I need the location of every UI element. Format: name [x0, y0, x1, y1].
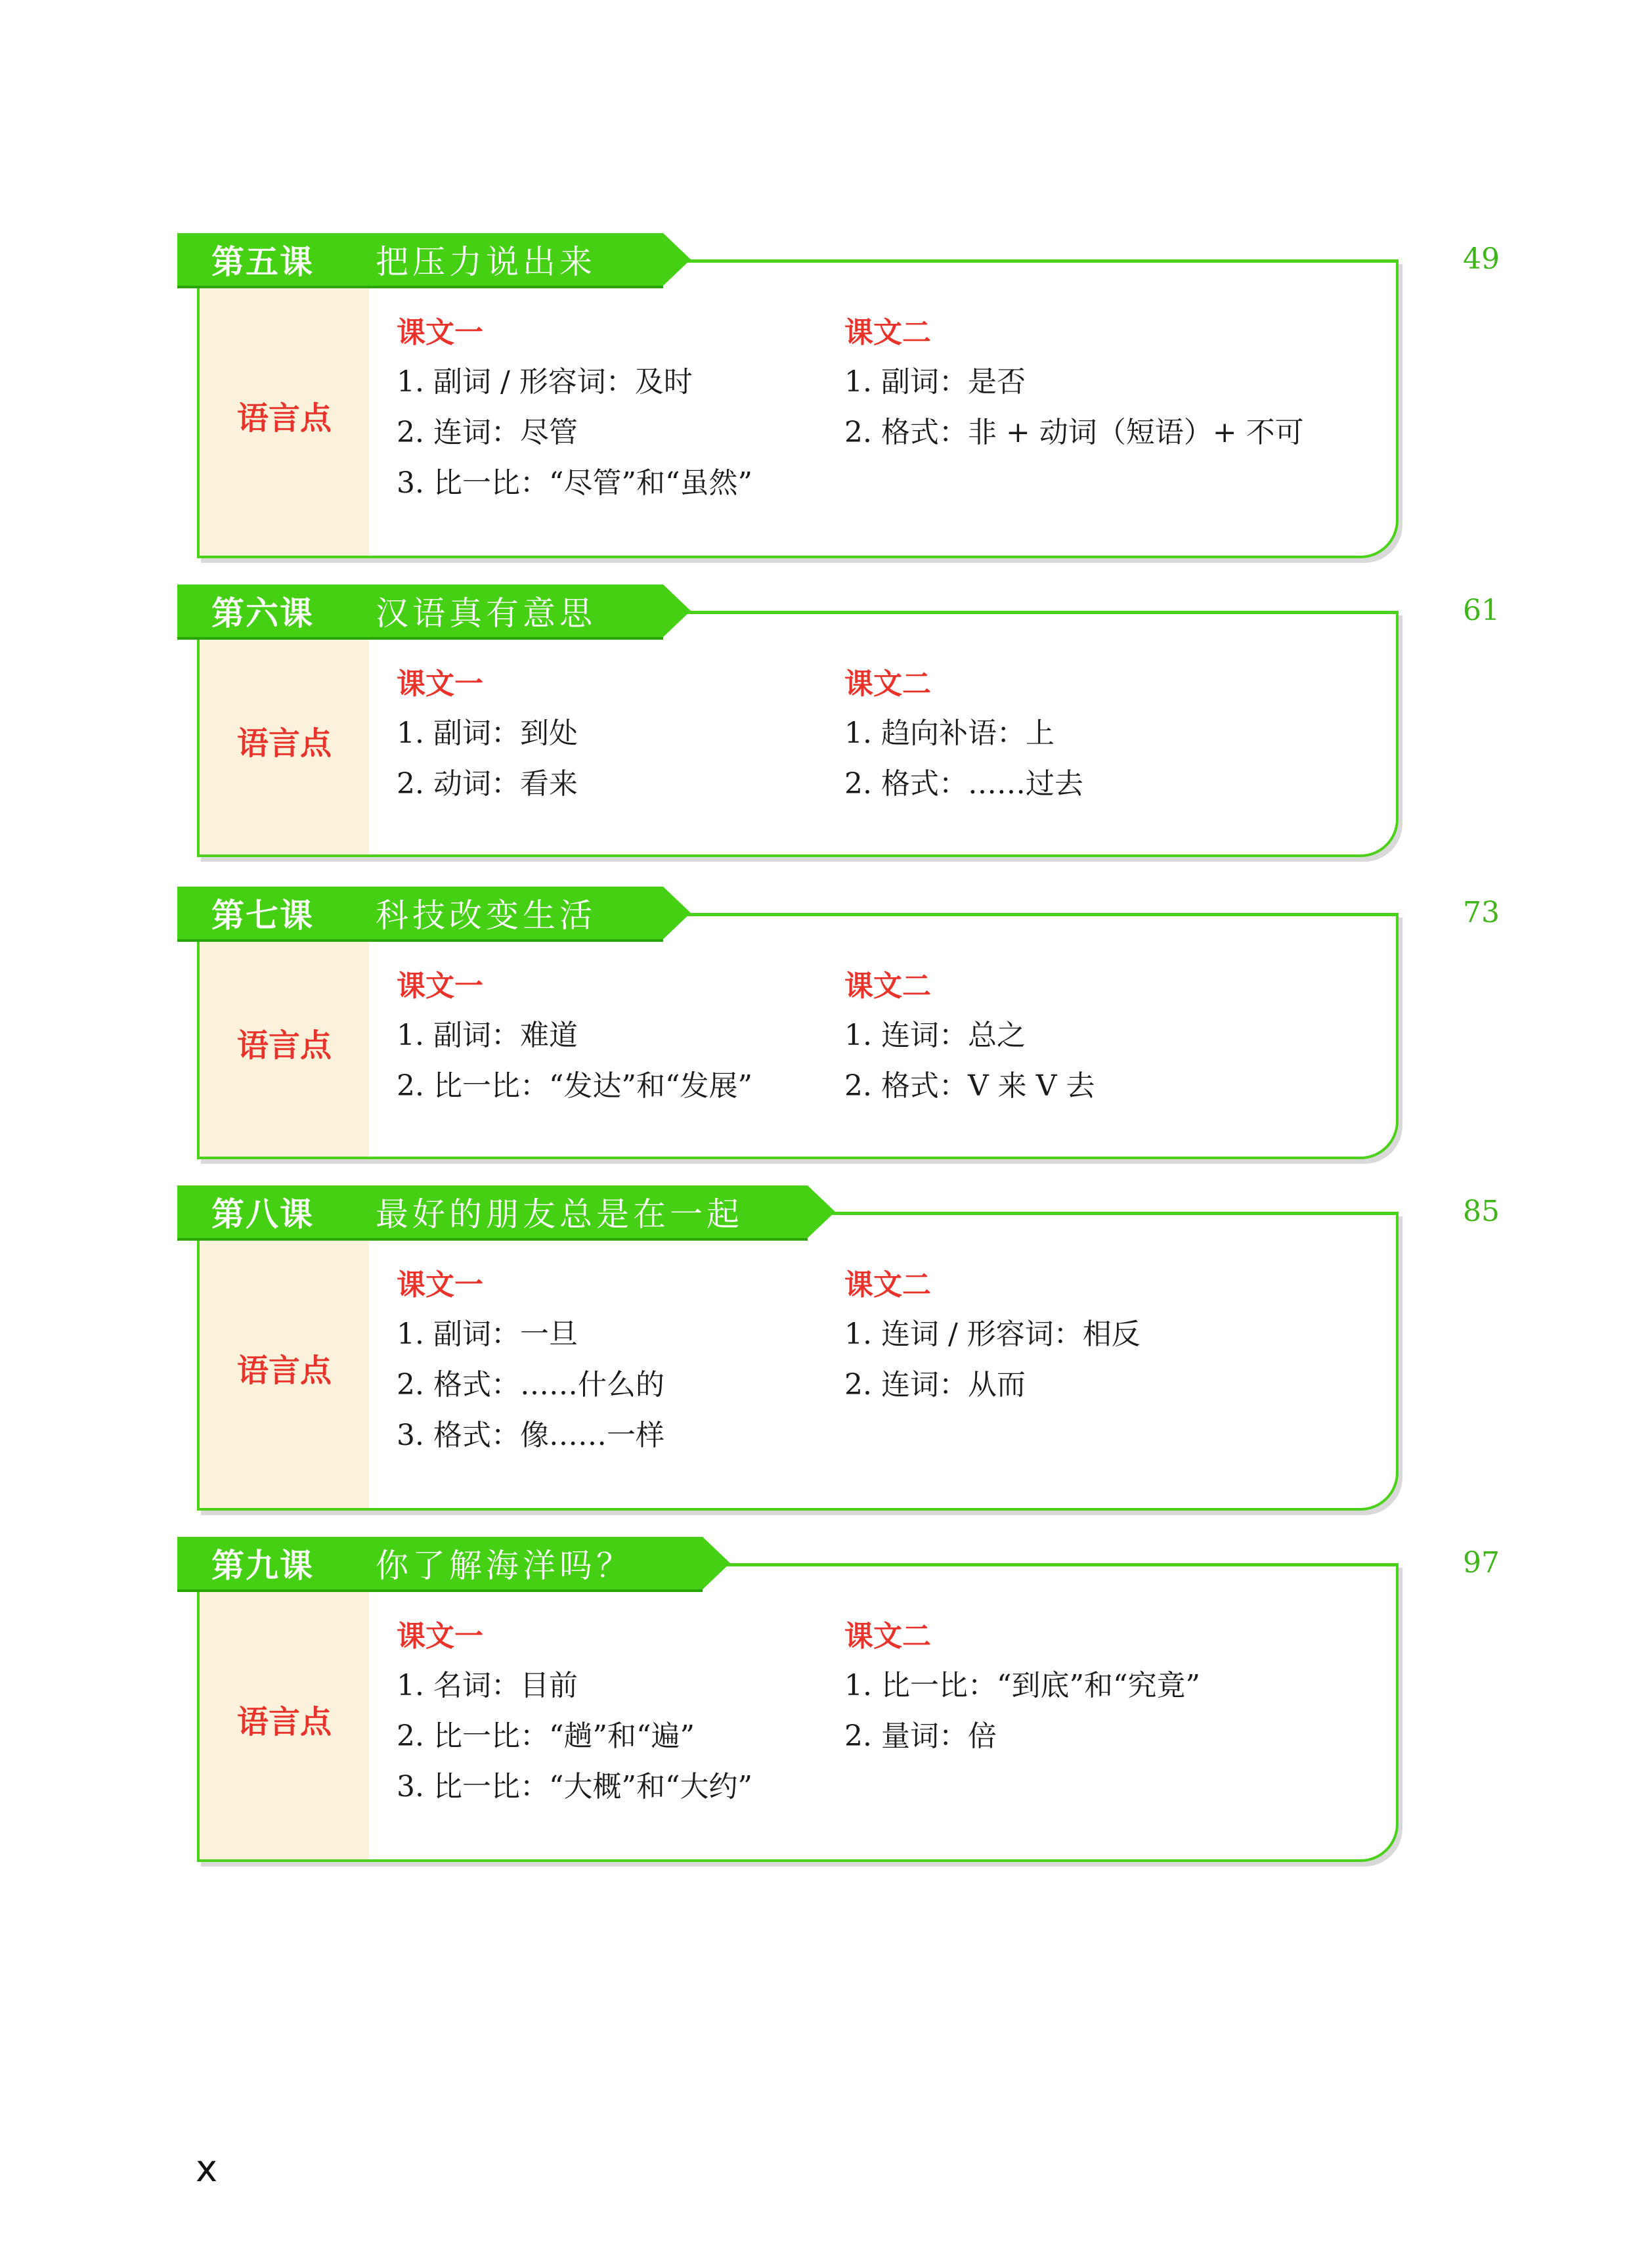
banner-arrow-tail — [663, 585, 691, 637]
grammar-point: 1. 副词：难道 — [397, 1019, 578, 1052]
lesson-banner — [177, 887, 663, 939]
grammar-point: 1. 名词：目前 — [397, 1669, 578, 1702]
text1-heading: 课文一 — [397, 667, 483, 701]
lesson-title: 把压力说出来 — [376, 243, 596, 281]
grammar-point: 1. 连词：总之 — [844, 1019, 1026, 1052]
grammar-point: 1. 副词 / 形容词：及时 — [397, 365, 693, 399]
language-points-label: 语言点 — [236, 1027, 332, 1064]
language-points-column — [200, 263, 369, 556]
grammar-point: 2. 比一比：“趟”和“遍” — [397, 1719, 695, 1753]
text1-heading: 课文一 — [397, 969, 483, 1003]
text2-heading: 课文二 — [844, 667, 931, 701]
language-points-column — [200, 614, 369, 854]
grammar-point: 1. 连词 / 形容词：相反 — [844, 1317, 1141, 1351]
lesson-title: 最好的朋友总是在一起 — [376, 1195, 743, 1233]
text1-heading: 课文一 — [397, 316, 483, 349]
language-points-label: 语言点 — [236, 399, 332, 437]
lesson-banner — [177, 585, 663, 637]
language-points-label: 语言点 — [236, 1703, 332, 1740]
grammar-point: 3. 格式：像……一样 — [397, 1419, 664, 1452]
grammar-point: 1. 比一比：“到底”和“究竟” — [844, 1669, 1200, 1702]
grammar-point: 2. 格式：……过去 — [844, 767, 1083, 801]
grammar-point: 2. 比一比：“发达”和“发展” — [397, 1069, 752, 1103]
language-points-column — [200, 1566, 369, 1859]
banner-arrow-tail — [703, 1537, 730, 1589]
text2-heading: 课文二 — [844, 316, 931, 349]
lesson-page-number: 73 — [1463, 896, 1500, 929]
text1-heading: 课文一 — [397, 1268, 483, 1302]
banner-arrow-tail — [808, 1185, 835, 1238]
banner-arrow-tail — [663, 233, 691, 286]
lesson-page-number: 61 — [1463, 594, 1500, 627]
banner-arrow-tail — [663, 887, 691, 939]
lesson-banner — [177, 1537, 703, 1589]
lesson-number: 第九课 — [211, 1547, 314, 1585]
lesson-banner — [177, 233, 663, 286]
lesson-page-number: 49 — [1463, 242, 1500, 276]
text2-heading: 课文二 — [844, 1268, 931, 1302]
grammar-point: 2. 动词：看来 — [397, 767, 578, 801]
grammar-point: 1. 副词：一旦 — [397, 1317, 578, 1351]
lesson-card — [197, 913, 1399, 1159]
language-points-column — [200, 1215, 369, 1508]
lesson-banner — [177, 1185, 808, 1238]
language-points-label: 语言点 — [236, 724, 332, 762]
grammar-point: 3. 比一比：“大概”和“大约” — [397, 1770, 752, 1804]
lesson-number: 第八课 — [211, 1195, 314, 1233]
lesson-card — [197, 1212, 1399, 1511]
grammar-point: 1. 趋向补语：上 — [844, 717, 1054, 750]
lesson-card — [197, 611, 1399, 857]
grammar-point: 2. 格式：……什么的 — [397, 1368, 664, 1402]
lesson-page-number: 85 — [1463, 1195, 1500, 1228]
lesson-number: 第五课 — [211, 243, 314, 281]
lesson-number: 第七课 — [211, 897, 314, 935]
grammar-point: 1. 副词：到处 — [397, 717, 578, 750]
lesson-title: 你了解海洋吗？ — [376, 1547, 633, 1585]
grammar-point: 2. 连词：从而 — [844, 1368, 1026, 1402]
grammar-point: 2. 量词：倍 — [844, 1719, 997, 1753]
grammar-point: 2. 连词：尽管 — [397, 416, 578, 449]
language-points-column — [200, 916, 369, 1157]
grammar-point: 2. 格式：非 + 动词（短语）+ 不可 — [844, 416, 1304, 449]
lesson-card — [197, 1563, 1399, 1862]
lesson-page-number: 97 — [1463, 1546, 1500, 1580]
text2-heading: 课文二 — [844, 969, 931, 1003]
grammar-point: 3. 比一比：“尽管”和“虽然” — [397, 466, 752, 500]
grammar-point: 2. 格式：V 来 V 去 — [844, 1069, 1095, 1103]
text2-heading: 课文二 — [844, 1620, 931, 1653]
footer-page-number: x — [196, 2148, 218, 2190]
language-points-label: 语言点 — [236, 1352, 332, 1389]
lesson-number: 第六课 — [211, 594, 314, 632]
text1-heading: 课文一 — [397, 1620, 483, 1653]
lesson-title: 汉语真有意思 — [376, 594, 596, 632]
grammar-point: 1. 副词：是否 — [844, 365, 1026, 399]
lesson-card — [197, 259, 1399, 558]
lesson-title: 科技改变生活 — [376, 897, 596, 935]
